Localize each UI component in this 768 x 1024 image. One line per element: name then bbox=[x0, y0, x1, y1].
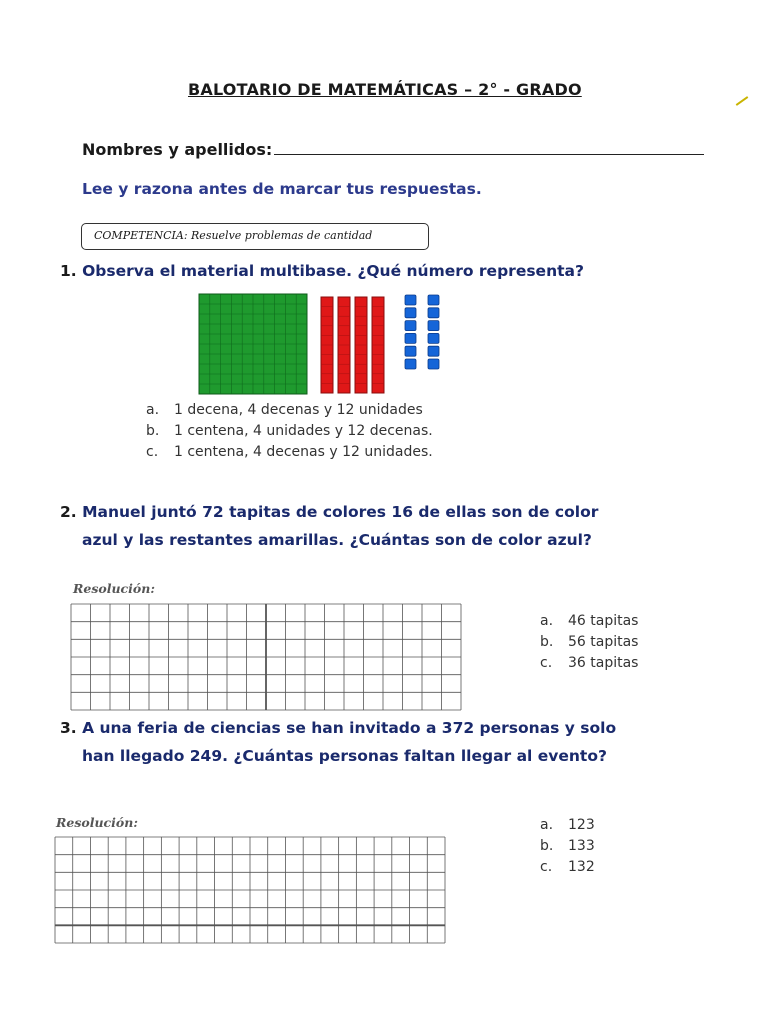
q2-options bbox=[540, 611, 638, 674]
competency-box: COMPETENCIA: Resuelve problemas de cantidad bbox=[81, 223, 429, 250]
question-number: 3. bbox=[60, 719, 77, 737]
unit-cube bbox=[428, 308, 439, 318]
unit-cube bbox=[428, 295, 439, 305]
names-field bbox=[82, 133, 704, 159]
unit-cube bbox=[405, 359, 416, 369]
resolution-grid[interactable] bbox=[70, 603, 462, 711]
option-c[interactable]: c. 132 bbox=[540, 859, 595, 875]
names-label: Nombres y apellidos: bbox=[82, 140, 273, 159]
question-text: Observa el material multibase. ¿Qué número representa? bbox=[82, 262, 584, 280]
question-text-line-2: azul y las restantes amarillas. ¿Cuántas son de color azul? bbox=[82, 531, 592, 549]
option-b[interactable]: b. 56 tapitas bbox=[540, 634, 639, 650]
question-text-line-1: Manuel juntó 72 tapitas de colores 16 de ellas son de color bbox=[82, 503, 599, 521]
question-2 bbox=[60, 498, 720, 554]
question-text-line-2: han llegado 249. ¿Cuántas personas faltan llegar al evento? bbox=[82, 747, 607, 765]
q3-options bbox=[540, 815, 595, 878]
unit-cube bbox=[405, 346, 416, 356]
multibase-blocks bbox=[198, 293, 458, 395]
unit-cube bbox=[428, 321, 439, 331]
question-1 bbox=[60, 257, 584, 285]
option-a[interactable]: a. 1 decena, 4 decenas y 12 unidades bbox=[146, 402, 423, 418]
q1-options bbox=[146, 400, 433, 463]
question-number: 2. bbox=[60, 503, 77, 521]
ten-rod bbox=[338, 297, 350, 393]
option-a[interactable]: a. 46 tapitas bbox=[540, 613, 639, 629]
unit-cube bbox=[405, 333, 416, 343]
option-c[interactable]: c. 1 centena, 4 decenas y 12 unidades. bbox=[146, 444, 433, 460]
hundred-block bbox=[199, 294, 307, 394]
page-title: BALOTARIO DE MATEMÁTICAS – 2° - GRADO bbox=[188, 80, 582, 99]
question-3 bbox=[60, 714, 730, 770]
resolution-label: Resolución: bbox=[56, 815, 138, 830]
instruction: Lee y razona antes de marcar tus respuestas. bbox=[82, 180, 482, 198]
option-c[interactable]: c. 36 tapitas bbox=[540, 655, 639, 671]
question-text-line-1: A una feria de ciencias se han invitado a 372 personas y solo bbox=[82, 719, 617, 737]
ten-rod bbox=[355, 297, 367, 393]
unit-cube bbox=[428, 333, 439, 343]
ten-rod bbox=[321, 297, 333, 393]
names-line[interactable] bbox=[274, 154, 704, 155]
unit-cube bbox=[405, 295, 416, 305]
ten-rod bbox=[372, 297, 384, 393]
resolution-label: Resolución: bbox=[73, 581, 155, 596]
check-mark-icon bbox=[736, 96, 749, 106]
option-b[interactable]: b. 133 bbox=[540, 838, 595, 854]
option-a[interactable]: a. 123 bbox=[540, 817, 595, 833]
unit-cube bbox=[428, 359, 439, 369]
unit-cube bbox=[405, 308, 416, 318]
question-number: 1. bbox=[60, 262, 77, 280]
unit-cube bbox=[405, 321, 416, 331]
option-b[interactable]: b. 1 centena, 4 unidades y 12 decenas. bbox=[146, 423, 433, 439]
unit-cube bbox=[428, 346, 439, 356]
resolution-grid[interactable] bbox=[54, 836, 446, 944]
